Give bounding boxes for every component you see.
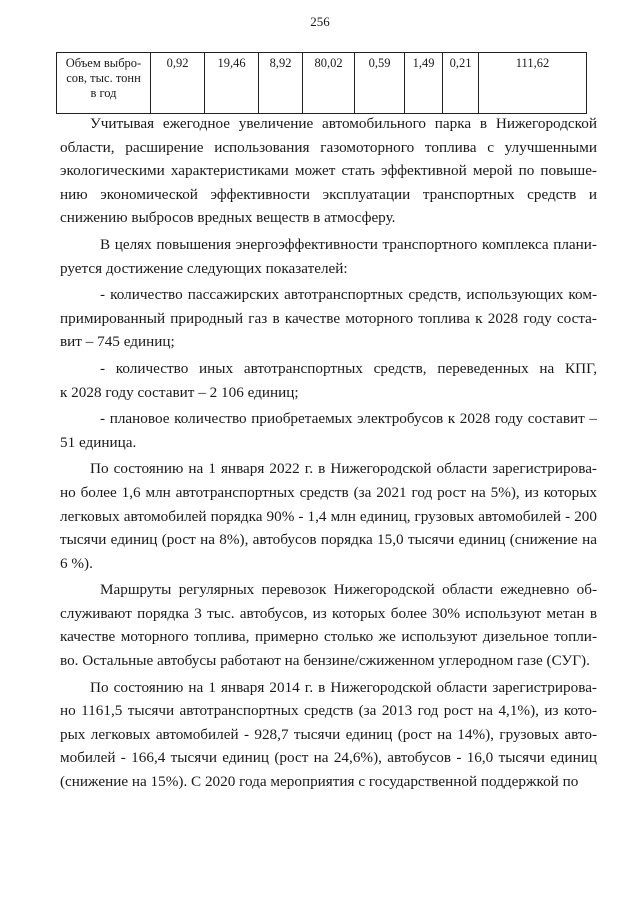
text-line: примированный природный газ в качестве моторного топлива к 2028 году соста- [60, 309, 597, 327]
text-line: Маршруты регулярных перевозок Нижегородской области ежедневно об- [100, 581, 597, 599]
text-line: руется достижение следующих показателей: [60, 259, 348, 277]
text-line: к 2028 году составит – 2 106 единиц; [60, 383, 299, 401]
text-line: вит – 745 единиц; [60, 333, 175, 351]
paragraph [60, 283, 597, 354]
text-line: легковых автомобилей порядка 90% - 1,4 млн единиц, грузовых автомобилей - 200 [60, 507, 597, 525]
text-line: - количество иных автотранспортных средств, переведенных на КПГ, [100, 359, 597, 377]
text-line: По состоянию на 1 января 2022 г. в Нижегородской области зарегистрирова- [90, 460, 597, 478]
value-cell: 1,49 [405, 53, 443, 114]
text-line: В целях повышения энергоэффективности транспортного комплекса плани- [100, 235, 597, 253]
paragraph [60, 578, 597, 672]
text-line: области, расширение использования газомоторного топлива с улучшенными [60, 138, 597, 156]
value-cell: 111,62 [479, 53, 587, 114]
text-line: во. Остальные автобусы работают на бензине/сжиженном углеродном газе (СУГ). [60, 652, 590, 670]
value-cell: 0,21 [443, 53, 479, 114]
paragraph [60, 357, 597, 404]
text-line: качестве моторного топлива, примерно столько же используют дизельное топли- [60, 628, 597, 646]
text-line: нию экономической эффективности эксплуатации транспортных средств и [60, 185, 597, 203]
row-label-line: Объем выбро- [65, 56, 142, 70]
text-line: служивают порядка 3 тыс. автобусов, из которых более 30% используют метан в [60, 604, 597, 622]
text-line: мобилей - 166,4 тысячи единиц (рост на 24,6%), автобусов - 16,0 тысячи единиц [60, 749, 597, 767]
text-line: - количество пассажирских автотранспортных средств, использующих ком- [100, 286, 597, 304]
text-line: но более 1,6 млн автотранспортных средств (за 2021 год рост на 5%), из которых [60, 483, 597, 501]
text-line: тысячи единиц (рост на 8%), автобусов порядка 15,0 тысячи единиц (снижение на [60, 531, 597, 549]
text-line: экологическими характеристиками может стать эффективной мерой по повыше- [60, 162, 597, 180]
value-cell: 19,46 [205, 53, 259, 114]
row-label-line: в год [90, 86, 117, 100]
value-cell: 0,92 [151, 53, 205, 114]
page-number: 256 [310, 14, 330, 29]
text-line: снижению выбросов вредных веществ в атмосферу. [60, 209, 396, 227]
text-line: но 1161,5 тысячи автотранспортных средств (за 2013 год рост на 4,1%), из кото- [60, 702, 597, 720]
text-line: 6 %). [60, 554, 93, 572]
emissions-table [56, 52, 587, 114]
value-cell: 8,92 [259, 53, 303, 114]
text-line: рых легковых автомобилей - 928,7 тысячи единиц (рост на 14%), грузовых авто- [60, 725, 597, 743]
value-cell: 0,59 [355, 53, 405, 114]
text-line: Учитывая ежегодное увеличение автомобильного парка в Нижегородской [90, 115, 597, 132]
row-label-line: сов, тыс. тонн [66, 71, 141, 85]
paragraph [60, 457, 597, 575]
text-line: - плановое количество приобретаемых электробусов к 2028 году составит – [100, 410, 597, 428]
row-label-cell [57, 53, 151, 114]
paragraph [60, 676, 597, 794]
paragraph [60, 233, 597, 280]
value-cell: 80,02 [303, 53, 355, 114]
paragraph [60, 407, 597, 454]
text-line: (снижение на 15%). С 2020 года мероприятия с государственной поддержкой по [60, 773, 579, 791]
body-text [60, 112, 597, 794]
table-row [57, 53, 587, 114]
text-line: 51 единица. [60, 433, 137, 451]
paragraph [60, 112, 597, 230]
text-line: По состоянию на 1 января 2014 г. в Нижегородской области зарегистрирова- [90, 678, 597, 696]
